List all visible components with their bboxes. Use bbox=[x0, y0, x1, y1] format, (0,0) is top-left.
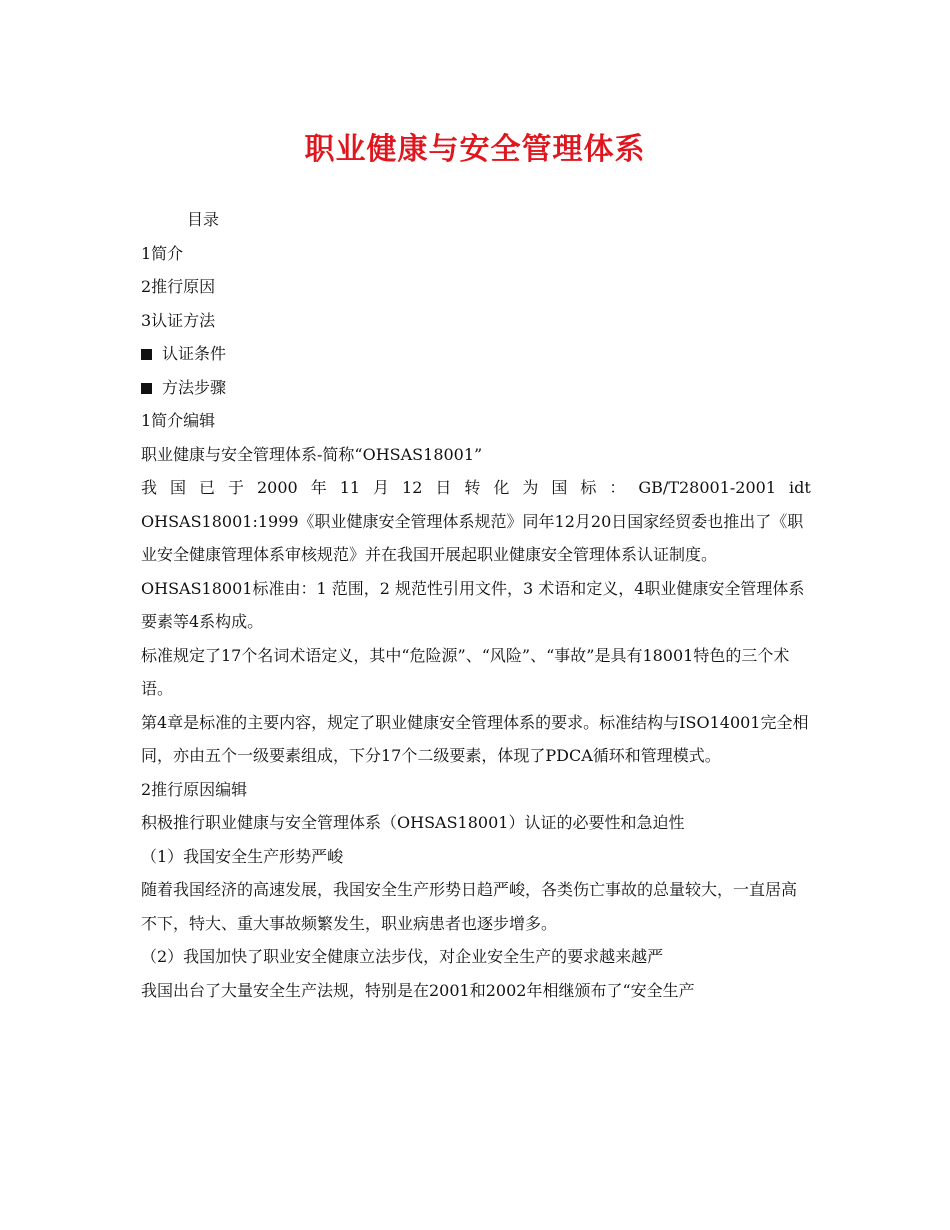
toc-item-steps[interactable] bbox=[141, 371, 811, 405]
toc-item-label: 认证条件 bbox=[162, 344, 227, 363]
conversion-token: 国 bbox=[170, 478, 187, 497]
toc-item-label: 1简介 bbox=[141, 243, 184, 263]
paragraph-chapter4: 第4章是标准的主要内容，规定了职业健康安全管理体系的要求。标准结构与ISO14001完全相同，亦由五个一级要素组成，下分17个二级要素，体现了PDCA循环和管理模式。 bbox=[141, 712, 809, 765]
toc-item-label: 方法步骤 bbox=[162, 377, 227, 397]
conversion-token: 日 bbox=[435, 478, 452, 497]
square-bullet-icon bbox=[141, 383, 152, 394]
conversion-token: ： bbox=[609, 478, 626, 497]
conversion-token: 12 bbox=[402, 478, 423, 497]
paragraph-legislation: 我国出台了大量安全生产法规，特别是在2001和2002年相继颁布了“安全生产 bbox=[141, 980, 695, 1000]
paragraph-abbreviation: 职业健康与安全管理体系-简称“OHSAS18001” bbox=[141, 444, 483, 464]
conversion-token: GB/T28001-2001 bbox=[638, 478, 777, 497]
paragraph-terms: 标准规定了17个名词术语定义，其中“危险源”、“风险”、“事故”是具有18001特色的三个术语。 bbox=[141, 645, 790, 698]
conversion-token: 2000 bbox=[257, 478, 298, 497]
toc-list bbox=[141, 237, 811, 405]
toc-item-certification[interactable] bbox=[141, 304, 811, 338]
square-bullet-icon bbox=[141, 349, 152, 360]
toc-item-conditions[interactable] bbox=[141, 337, 811, 371]
document-body bbox=[141, 203, 811, 1007]
toc-item-intro[interactable] bbox=[141, 237, 811, 271]
paragraph-safety-situation: 随着我国经济的高速发展，我国安全生产形势日趋严峻，各类伤亡事故的总量较大，一直居高不下，特大、重大事故频繁发生，职业病患者也逐步增多。 bbox=[141, 880, 798, 933]
paragraph-conversion: OHSAS18001:1999《职业健康安全管理体系规范》同年12月20日国家经贸委也推出了《职业安全健康管理体系审核规范》并在我国开展起职业健康安全管理体系认证制度。 bbox=[141, 511, 804, 564]
conversion-token: 我 bbox=[141, 478, 158, 497]
subheading-legislation: （2）我国加快了职业安全健康立法步伐，对企业安全生产的要求越来越严 bbox=[141, 947, 664, 966]
conversion-token: 已 bbox=[199, 478, 216, 497]
conversion-token: 年 bbox=[310, 478, 327, 497]
conversion-token: 月 bbox=[373, 478, 390, 497]
conversion-token: idt bbox=[789, 478, 811, 497]
toc-heading: 目录 bbox=[187, 210, 220, 229]
subheading-safety-situation: （1）我国安全生产形势严峻 bbox=[141, 846, 344, 866]
paragraph-reasons-intro: 积极推行职业健康与安全管理体系（OHSAS18001）认证的必要性和急迫性 bbox=[141, 813, 685, 832]
toc-item-label: 3认证方法 bbox=[141, 310, 216, 330]
conversion-token: 转 bbox=[464, 478, 481, 497]
conversion-token: 于 bbox=[228, 478, 245, 497]
document-title: 职业健康与安全管理体系 bbox=[304, 132, 646, 167]
conversion-token: 为 bbox=[522, 478, 539, 497]
conversion-token: 11 bbox=[339, 478, 361, 497]
conversion-token: 化 bbox=[493, 478, 510, 497]
conversion-token: 标 bbox=[580, 478, 597, 497]
toc-item-label: 2推行原因 bbox=[141, 277, 216, 296]
section-heading-intro: 1简介编辑 bbox=[141, 411, 216, 430]
paragraph-structure: OHSAS18001标准由：1 范围，2 规范性引用文件，3 术语和定义，4职业健康安全管理体系要素等4系构成。 bbox=[141, 578, 805, 631]
section-heading-reasons: 2推行原因编辑 bbox=[141, 779, 248, 799]
conversion-token: 国 bbox=[551, 478, 568, 497]
paragraph-conversion-first-line bbox=[141, 471, 811, 505]
toc-item-reasons[interactable] bbox=[141, 270, 811, 304]
